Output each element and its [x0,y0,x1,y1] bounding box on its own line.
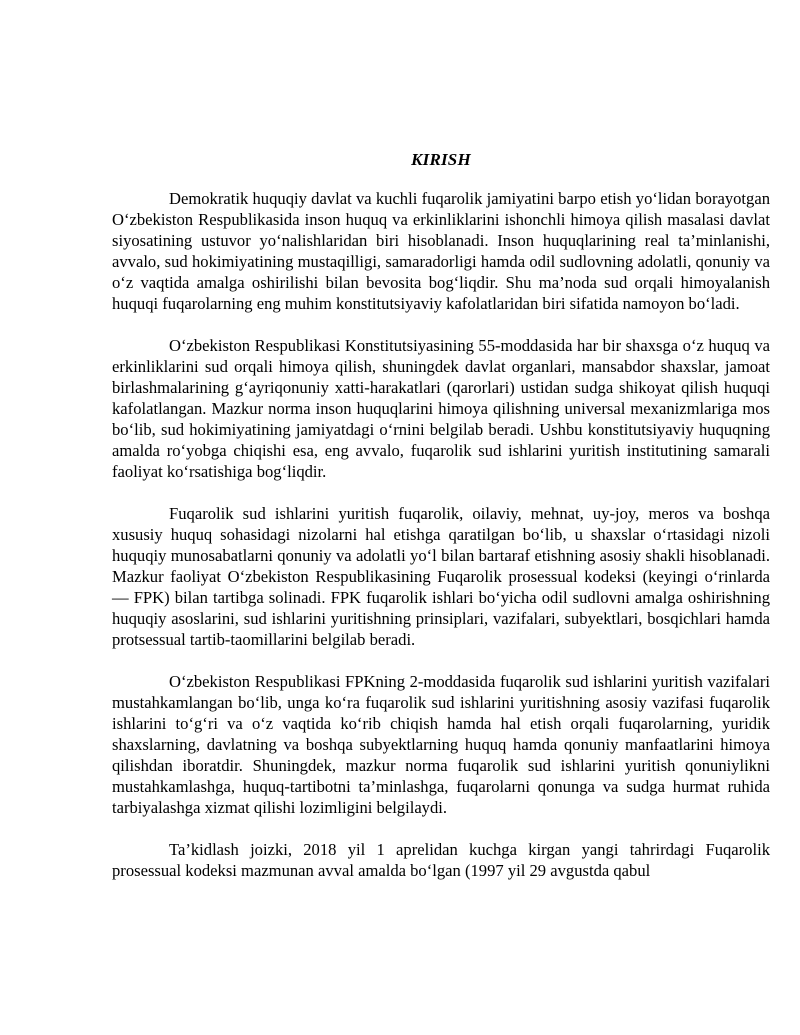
paragraph-civil-proceedings: Fuqarolik sud ishlarini yuritish fuqarolik, oilaviy, mehnat, uy-joy, meros va boshqa xususiy huquq sohasidagi nizolarni hal etishga qaratilgan bo‘lib, u shaxslar o‘rtasidagi nizoli huquqiy munosabatlarni qonuniy va adolatli yo‘l bilan bartaraf etishning asosiy shakli hisoblanadi. Mazkur faoliyat O‘zbekiston Respublikasining Fuqarolik prosessual kodeksi (keyingi o‘rinlarda — FPK) bilan tartibga solinadi. FPK fuqarolik ishlari bo‘yicha odil sudlovni amalga oshirishning huquqiy asoslarini, sud ishlarini yuritishning prinsiplari, vazifalari, subyektlari, bosqichlari hamda protsessual tartib-taomillarini belgilab beradi. [112,504,770,649]
paragraph-new-code: Ta’kidlash joizki, 2018 yil 1 aprelidan kuchga kirgan yangi tahrirdagi Fuqarolik prosessual kodeksi mazmunan avval amalda bo‘lgan (1997 yil 29 avgustda qabul [112,840,770,880]
paragraph-fpk-article-2: O‘zbekiston Respublikasi FPKning 2-moddasida fuqarolik sud ishlarini yuritish vazifalari mustahkamlangan bo‘lib, unga ko‘ra fuqarolik sud ishlarini yuritishning asosiy vazifasi fuqarolik ishlarini to‘g‘ri va o‘z vaqtida ko‘rib chiqish hamda hal etish orqali fuqarolarning, yuridik shaxslarning, davlatning va boshqa subyektlarning huquq hamda qonuniy manfaatlarini himoya qilishdan iboratdir. Shuningdek, mazkur norma fuqarolik sud ishlarini yuritish qonuniylikni mustahkamlashga, huquq-tartibotni ta’minlashga, fuqarolarni qonunga va sudga hurmat ruhida tarbiyalashga xizmat qilishi lozimligini belgilaydi. [112,672,770,817]
paragraph-constitution: O‘zbekiston Respublikasi Konstitutsiyasining 55-moddasida har bir shaxsga o‘z huquq va erkinliklarini sud orqali himoya qilish, shuningdek davlat organlari, mansabdor shaxslar, jamoat birlashmalarining g‘ayriqonuniy xatti-harakatlari (qarorlari) ustidan sudga shikoyat qilish huquqi kafolatlangan. Mazkur norma inson huquqlarini himoya qilishning universal mexanizmlariga mos bo‘lib, sud hokimiyatining jamiyatdagi o‘rnini belgilab beradi. Ushbu konstitutsiyaviy huquqning amalda ro‘yobga chiqishi esa, eng avvalo, fuqarolik sud ishlarini yuritish institutining samarali faoliyat ko‘rsatishiga bog‘liqdir. [112,336,770,481]
document-title: KIRISH [411,150,471,169]
document-body [112,150,770,881]
paragraph-introduction: Demokratik huquqiy davlat va kuchli fuqarolik jamiyatini barpo etish yo‘lidan borayotgan O‘zbekiston Respublikasida inson huquq va erkinliklarini ishonchli himoya qilish masalasi davlat siyosatining ustuvor yo‘nalishlaridan biri hisoblanadi. Inson huquqlarining real ta’minlanishi, avvalo, sud hokimiyatining mustaqilligi, samaradorligi hamda odil sudlovning adolatli, qonuniy va o‘z vaqtida amalga oshirilishi bilan bevosita bog‘liqdir. Shu ma’noda sud orqali himoyalanish huquqi fuqarolarning eng muhim konstitutsiyaviy kafolatlaridan biri sifatida namoyon bo‘ladi. [112,189,770,313]
